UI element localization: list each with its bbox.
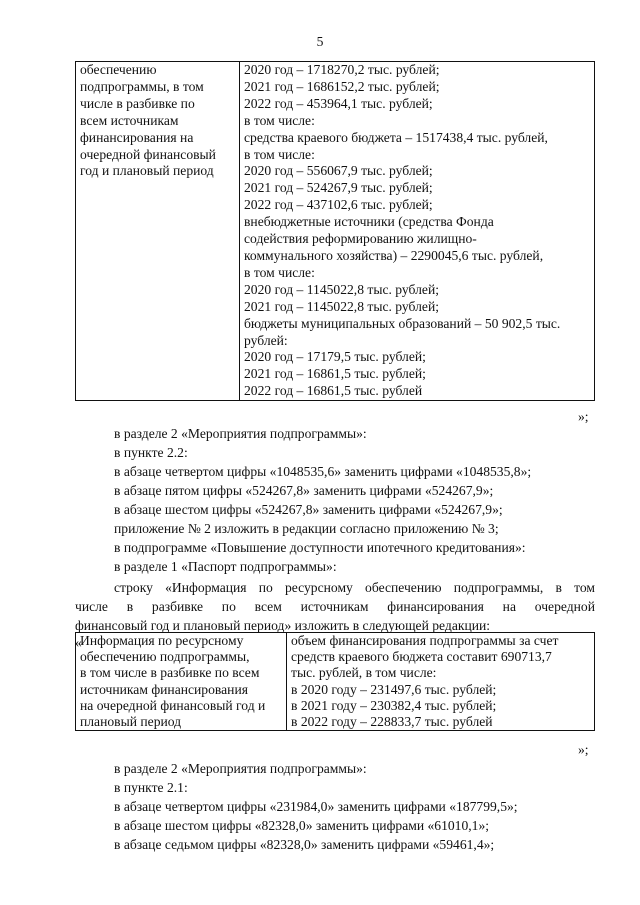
table1-label-line: год и плановый период xyxy=(80,163,214,179)
paragraph-line: в абзаце пятом цифры «524267,8» заменить цифрами «524267,9»; xyxy=(114,483,494,498)
paragraph-line: в абзаце седьмом цифры «82328,0» заменить цифрами «59461,4»; xyxy=(114,837,495,852)
table1-label-line: подпрограммы, в том xyxy=(80,78,204,94)
table1-value-line: рублей: xyxy=(244,332,288,348)
paragraph-line: в абзаце четвертом цифры «231984,0» заменить цифрами «187799,5»; xyxy=(114,799,518,814)
table1-label-line: обеспечению xyxy=(80,62,157,77)
paragraph-line: в абзаце шестом цифры «82328,0» заменить цифрами «61010,1»; xyxy=(114,818,490,833)
table2-value-line: средств краевого бюджета составит 690713,7 xyxy=(291,649,552,665)
table1-label-line: всем источникам xyxy=(80,112,179,128)
table1-value-line: 2021 год – 524267,9 тыс. рублей; xyxy=(244,180,433,196)
paragraph-line: в разделе 1 «Паспорт подпрограммы»: xyxy=(114,559,337,574)
table1-value-line: 2022 год – 437102,6 тыс. рублей; xyxy=(244,197,433,213)
table2-value-line: в 2022 году – 228833,7 тыс. рублей xyxy=(291,714,493,730)
table2-value-line: в 2020 году – 231497,6 тыс. рублей; xyxy=(291,681,497,697)
paragraph-line: в подпрограмме «Повышение доступности ипотечного кредитования»: xyxy=(114,540,526,555)
paragraph-line: финансовый год и плановый период» изложить в следующей редакции: xyxy=(75,618,491,633)
table1-value-line: 2021 год – 1145022,8 тыс. рублей; xyxy=(244,298,439,314)
paragraph-line: в абзаце четвертом цифры «1048535,6» заменить цифрами «1048535,8»; xyxy=(114,464,532,479)
funding-table-1 xyxy=(75,61,595,401)
table2-label-line: обеспечению подпрограммы, xyxy=(80,649,250,665)
table1-value-line: бюджеты муниципальных образований – 50 902,5 тыс. xyxy=(244,315,561,331)
table2-label-line: плановый период xyxy=(80,714,182,730)
table1-value-line: в том числе: xyxy=(244,264,315,280)
table1-value-line: 2020 год – 1145022,8 тыс. рублей; xyxy=(244,281,439,297)
paragraph-line: в пункте 2.1: xyxy=(114,780,188,795)
table2-label-line: в том числе в разбивке по всем xyxy=(80,665,260,681)
table1-value-line: 2021 год – 1686152,2 тыс. рублей; xyxy=(244,78,440,94)
page-number: 5 xyxy=(316,34,324,49)
closing-quote: »; xyxy=(578,409,589,424)
paragraph-line: в абзаце шестом цифры «524267,8» заменить цифрами «524267,9»; xyxy=(114,502,503,517)
table1-label-cell xyxy=(76,62,240,401)
table2-label-line: источникам финансирования xyxy=(80,681,248,697)
paragraph-line: приложение № 2 изложить в редакции согласно приложению № 3; xyxy=(114,521,499,536)
table1-value-line: 2020 год – 1718270,2 тыс. рублей; xyxy=(244,62,440,77)
table1-value-line: 2020 год – 17179,5 тыс. рублей; xyxy=(244,349,426,365)
table1-value-line: 2021 год – 16861,5 тыс. рублей; xyxy=(244,366,426,382)
table1-value-line: в том числе: xyxy=(244,112,315,128)
table1-value-line: средства краевого бюджета – 1517438,4 тыс. рублей, xyxy=(244,129,548,145)
table1-label-line: финансирования на xyxy=(80,129,194,145)
paragraph-line: в пункте 2.2: xyxy=(114,445,188,460)
opening-quote: « xyxy=(75,635,82,650)
table1-value-line: коммунального хозяйства) – 2290045,6 тыс. рублей, xyxy=(244,247,544,263)
table2-value-line: тыс. рублей, в том числе: xyxy=(291,665,437,681)
table1-value-line: 2022 год – 16861,5 тыс. рублей xyxy=(244,383,423,399)
paragraph-line: числе в разбивке по всем источникам финансирования на очередной xyxy=(75,599,595,614)
table1-value-line: 2020 год – 556067,9 тыс. рублей; xyxy=(244,163,433,179)
table1-value-line: в том числе: xyxy=(244,146,315,162)
table1-label-line: очередной финансовый xyxy=(80,146,216,162)
paragraph-line: в разделе 2 «Мероприятия подпрограммы»: xyxy=(114,426,367,441)
table1-value-line: содействия реформированию жилищно- xyxy=(244,231,477,247)
table2-value-line: в 2021 году – 230382,4 тыс. рублей; xyxy=(291,697,497,713)
table2-value-cell xyxy=(287,633,595,731)
table1-value-cell xyxy=(240,62,595,401)
table2-label-line: Информация по ресурсному xyxy=(80,633,244,648)
table1-value-line: внебюджетные источники (средства Фонда xyxy=(244,214,494,230)
paragraph-line: в разделе 2 «Мероприятия подпрограммы»: xyxy=(114,761,367,776)
table2-label-line: на очередной финансовый год и xyxy=(80,697,266,713)
funding-table-2 xyxy=(75,632,595,731)
table2-value-line: объем финансирования подпрограммы за счет xyxy=(291,633,559,648)
paragraph-line: строку «Информация по ресурсному обеспечению подпрограммы, в том xyxy=(114,580,595,595)
table2-label-cell xyxy=(76,633,287,731)
table1-value-line: 2022 год – 453964,1 тыс. рублей; xyxy=(244,95,433,111)
table1-label-line: числе в разбивке по xyxy=(80,95,195,111)
closing-quote: »; xyxy=(578,742,589,757)
